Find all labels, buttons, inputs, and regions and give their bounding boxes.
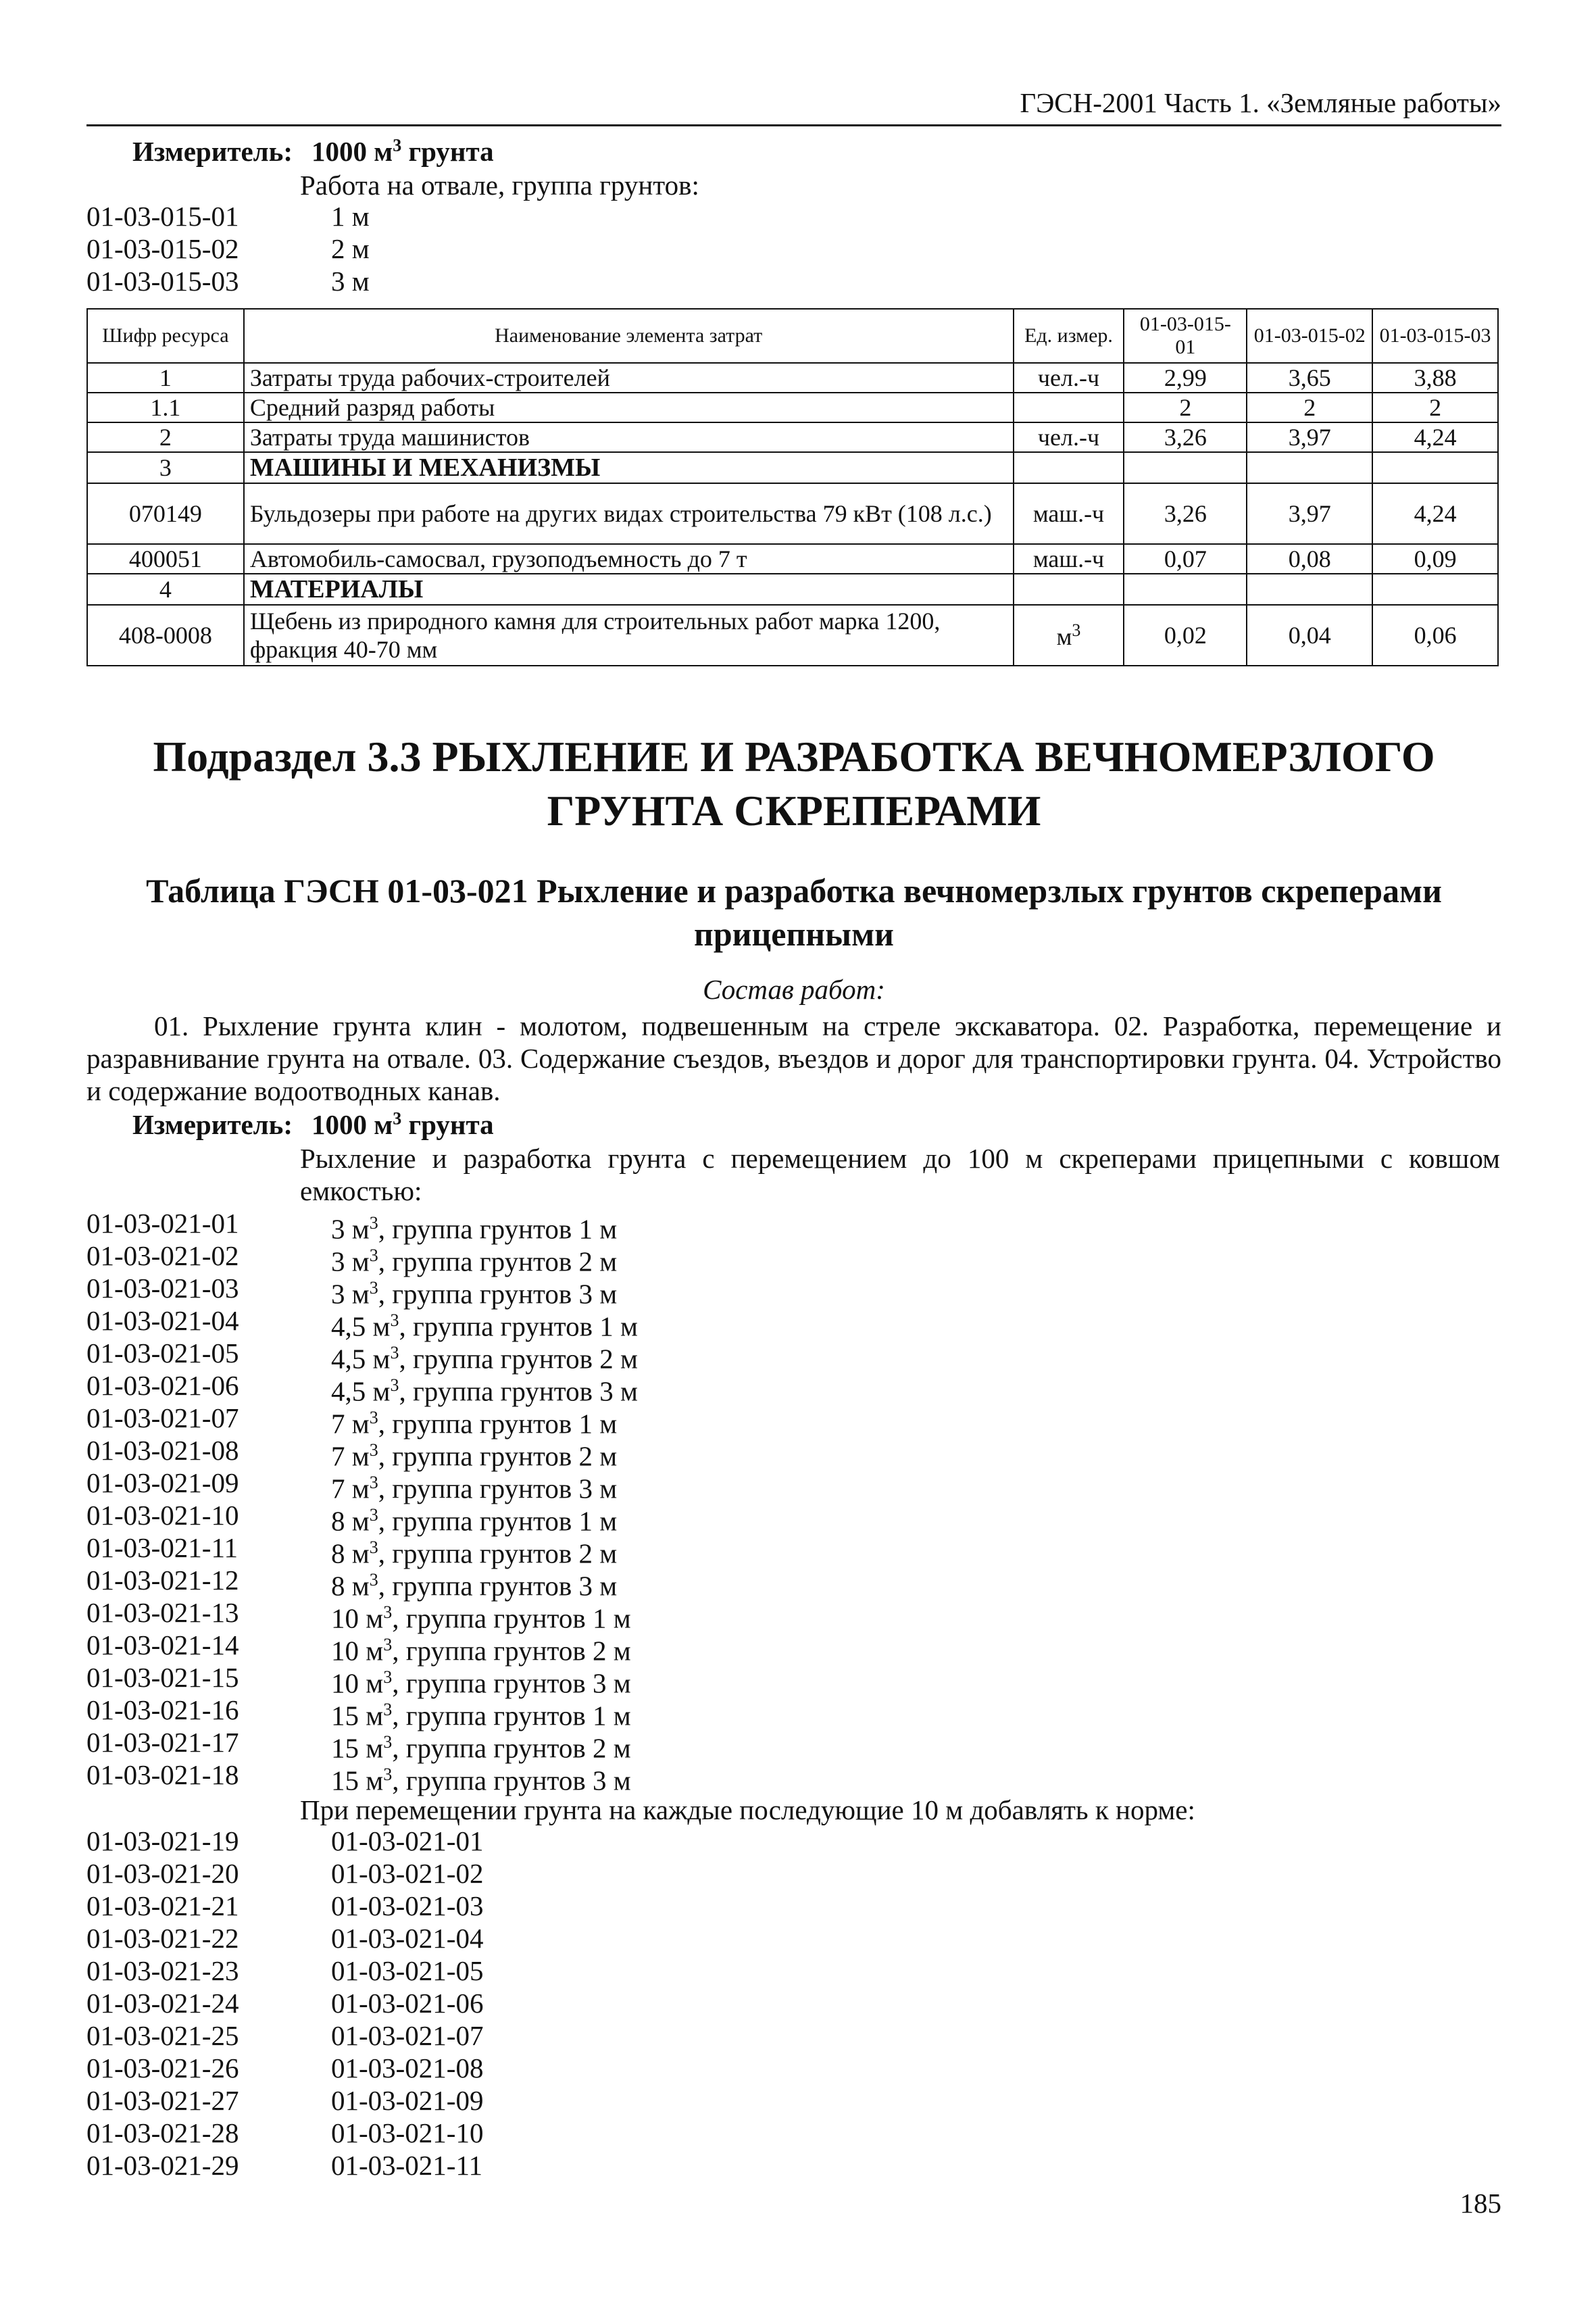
- cell-v2: 3,65: [1247, 363, 1372, 393]
- cell-v3: 4,24: [1372, 422, 1498, 452]
- item-code: 01-03-021-09: [86, 1467, 239, 1498]
- running-header: ГЭСН-2001 Часть 1. «Земляные работы»: [1020, 87, 1501, 118]
- item-code: 01-03-021-15: [86, 1662, 239, 1693]
- item-ref: 01-03-021-03: [331, 1890, 484, 1921]
- table-row: [87, 363, 1498, 393]
- capacity: 15 м: [331, 1700, 384, 1731]
- item-ref: 01-03-021-04: [331, 1923, 484, 1954]
- soil-group: , группа грунтов 2 м: [378, 1537, 618, 1569]
- meter-value: 1000 м: [311, 1109, 393, 1140]
- work-description: Рыхление и разработка грунта с перемещением до 100 м скреперами прицепными с ковшом емкостью:: [300, 1143, 1500, 1206]
- soil-group: , группа грунтов 1 м: [378, 1213, 618, 1245]
- item-ref: 01-03-021-07: [331, 2020, 484, 2051]
- item-ref: 01-03-021-05: [331, 1955, 484, 1986]
- capacity: 15 м: [331, 1732, 384, 1764]
- item-code: 01-03-021-20: [86, 1858, 239, 1889]
- cell-v1: 0,02: [1124, 605, 1247, 666]
- item-code: 01-03-021-18: [86, 1759, 239, 1790]
- item-code: 01-03-021-27: [86, 2085, 239, 2116]
- cell-v2: 3,97: [1247, 422, 1372, 452]
- capacity: 3 м: [331, 1246, 370, 1277]
- capacity-sup: 3: [369, 1473, 378, 1492]
- capacity-sup: 3: [369, 1408, 378, 1427]
- table-row: [87, 605, 1498, 666]
- soil-group: , группа грунтов 1 м: [378, 1408, 618, 1439]
- resource-table: [86, 308, 1499, 666]
- capacity: 4,5 м: [331, 1343, 391, 1375]
- cell-code: 408-0008: [87, 605, 244, 666]
- capacity: 7 м: [331, 1473, 370, 1504]
- cell-name: Бульдозеры при работе на других видах строительства 79 кВт (108 л.с.): [244, 483, 1014, 544]
- soil-group: , группа грунтов 3 м: [378, 1473, 618, 1504]
- cell-unit: [1014, 393, 1124, 422]
- table-section-row: [87, 574, 1498, 605]
- header-code: Шифр ресурса: [87, 309, 244, 363]
- capacity-sup: 3: [383, 1732, 393, 1752]
- soil-group: , группа грунтов 2 м: [378, 1246, 618, 1277]
- cell-v1: 3,26: [1124, 483, 1247, 544]
- cell-v1: 3,26: [1124, 422, 1247, 452]
- meter-label: Измеритель:: [132, 1109, 293, 1140]
- capacity-sup: 3: [390, 1343, 399, 1362]
- meter-sup: 3: [393, 135, 402, 155]
- table-row: [87, 483, 1498, 544]
- cell-v2: 0,04: [1247, 605, 1372, 666]
- table-section-row: [87, 452, 1498, 483]
- soil-group: , группа грунтов 3 м: [378, 1570, 618, 1602]
- soil-group: , группа грунтов 2 м: [392, 1732, 631, 1764]
- item-code: 01-03-021-19: [86, 1825, 239, 1856]
- cell-v3: 3,88: [1372, 363, 1498, 393]
- capacity: 3 м: [331, 1278, 370, 1310]
- item-code: 01-03-021-29: [86, 2150, 239, 2181]
- composition-text: 01. Рыхление грунта клин - молотом, подвешенным на стреле экскаватора. 02. Разработка, перемещение и разравнивание грунта на отвале. 03. Содержание съездов, въездов и дорог для транспортировки грунта. 04. Устройство и содержание водоотводных канав.: [86, 1010, 1501, 1106]
- item-code: 01-03-021-26: [86, 2052, 239, 2084]
- soil-group: , группа грунтов 2 м: [399, 1343, 638, 1375]
- capacity: 8 м: [331, 1570, 370, 1602]
- cell-code: 400051: [87, 544, 244, 574]
- cell-code: 2: [87, 422, 244, 452]
- capacity-sup: 3: [369, 1440, 378, 1460]
- cell-name: Затраты труда машинистов: [244, 422, 1014, 452]
- unit-text: м: [1056, 622, 1072, 650]
- capacity-sup: 3: [369, 1505, 378, 1525]
- cell-empty: [1014, 452, 1124, 483]
- item-code: 01-03-015-02: [86, 233, 239, 264]
- table-title: Таблица ГЭСН 01-03-021 Рыхление и разработка вечномерзлых грунтов скреперами прицепными: [146, 872, 1442, 953]
- meter-label: Измеритель:: [132, 136, 293, 167]
- item-code: 01-03-021-07: [86, 1402, 239, 1433]
- soil-group: , группа грунтов 3 м: [378, 1278, 618, 1310]
- soil-group: , группа грунтов 1 м: [399, 1310, 638, 1342]
- addition-title: При перемещении грунта на каждые последующие 10 м добавлять к норме:: [300, 1794, 1195, 1825]
- cell-v3: 0,06: [1372, 605, 1498, 666]
- item-code: 01-03-021-22: [86, 1923, 239, 1954]
- cell-v3: 0,09: [1372, 544, 1498, 574]
- capacity: 8 м: [331, 1537, 370, 1569]
- capacity-sup: 3: [383, 1602, 393, 1622]
- capacity: 10 м: [331, 1635, 384, 1667]
- cell-v2: 0,08: [1247, 544, 1372, 574]
- item-value: [331, 1758, 631, 1797]
- item-ref: 01-03-021-02: [331, 1858, 484, 1889]
- cell-v2: 2: [1247, 393, 1372, 422]
- capacity-sup: 3: [390, 1310, 399, 1330]
- item-ref: 01-03-021-06: [331, 1988, 484, 2019]
- item-value: 1 м: [331, 201, 370, 232]
- cell-name: Средний разряд работы: [244, 393, 1014, 422]
- item-code: 01-03-021-25: [86, 2020, 239, 2051]
- meter-unit: грунта: [401, 136, 494, 167]
- cell-empty: [1124, 574, 1247, 605]
- item-code: 01-03-021-03: [86, 1273, 239, 1304]
- cell-unit: маш.-ч: [1014, 544, 1124, 574]
- cell-v2: 3,97: [1247, 483, 1372, 544]
- cell-v1: 0,07: [1124, 544, 1247, 574]
- cell-code: 3: [87, 452, 244, 483]
- cell-unit: чел.-ч: [1014, 422, 1124, 452]
- meter-unit: грунта: [401, 1109, 494, 1140]
- section-title: МАШИНЫ И МЕХАНИЗМЫ: [244, 452, 1014, 483]
- item-code: 01-03-021-13: [86, 1597, 239, 1628]
- item-code: 01-03-021-14: [86, 1629, 239, 1660]
- cell-code: 070149: [87, 483, 244, 544]
- item-value: 2 м: [331, 233, 370, 264]
- meter-line-2: [132, 1108, 494, 1141]
- cell-unit: [1014, 605, 1124, 666]
- capacity-sup: 3: [390, 1375, 399, 1395]
- soil-group: , группа грунтов 1 м: [392, 1700, 631, 1731]
- item-code: 01-03-021-24: [86, 1988, 239, 2019]
- item-ref: 01-03-021-10: [331, 2117, 484, 2148]
- capacity: 7 м: [331, 1440, 370, 1472]
- item-code: 01-03-021-06: [86, 1370, 239, 1401]
- meter-value: 1000 м: [311, 136, 393, 167]
- soil-group: , группа грунтов 1 м: [378, 1505, 618, 1537]
- capacity-sup: 3: [383, 1700, 393, 1719]
- item-ref: 01-03-021-11: [331, 2150, 482, 2181]
- header-unit: Ед. измер.: [1014, 309, 1124, 363]
- capacity-sup: 3: [369, 1570, 378, 1590]
- capacity: 8 м: [331, 1505, 370, 1537]
- cell-v1: 2,99: [1124, 363, 1247, 393]
- item-code: 01-03-015-03: [86, 266, 239, 297]
- capacity-sup: 3: [383, 1667, 393, 1687]
- item-value: 3 м: [331, 266, 370, 297]
- capacity: 10 м: [331, 1602, 384, 1634]
- item-code: 01-03-021-04: [86, 1305, 239, 1336]
- capacity: 15 м: [331, 1765, 384, 1796]
- item-ref: 01-03-021-08: [331, 2052, 484, 2084]
- capacity-sup: 3: [383, 1635, 393, 1654]
- soil-group: , группа грунтов 3 м: [392, 1667, 631, 1699]
- soil-group: , группа грунтов 2 м: [378, 1440, 618, 1472]
- cell-v3: 2: [1372, 393, 1498, 422]
- header-col3: 01-03-015-03: [1372, 309, 1498, 363]
- capacity: 4,5 м: [331, 1310, 391, 1342]
- capacity-sup: 3: [369, 1537, 378, 1557]
- subsection-title: Подраздел 3.3 РЫХЛЕНИЕ И РАЗРАБОТКА ВЕЧНОМЕРЗЛОГО ГРУНТА СКРЕПЕРАМИ: [153, 733, 1435, 835]
- table-header-row: [87, 309, 1498, 363]
- cell-empty: [1247, 574, 1372, 605]
- section-title: МАТЕРИАЛЫ: [244, 574, 1014, 605]
- item-code: 01-03-021-11: [86, 1532, 238, 1563]
- soil-group: , группа грунтов 2 м: [392, 1635, 631, 1667]
- page-number: 185: [1460, 2188, 1501, 2219]
- composition-label: Состав работ:: [703, 974, 885, 1005]
- capacity: 10 м: [331, 1667, 384, 1699]
- table-row: [87, 422, 1498, 452]
- cell-v1: 2: [1124, 393, 1247, 422]
- item-code: 01-03-021-17: [86, 1727, 239, 1758]
- meter-line-1: [132, 135, 494, 168]
- item-ref: 01-03-021-01: [331, 1825, 484, 1856]
- item-code: 01-03-021-08: [86, 1435, 239, 1466]
- cell-empty: [1247, 452, 1372, 483]
- capacity-sup: 3: [383, 1765, 393, 1784]
- capacity: 3 м: [331, 1213, 370, 1245]
- table-row: [87, 544, 1498, 574]
- item-code: 01-03-021-10: [86, 1500, 239, 1531]
- capacity-sup: 3: [369, 1213, 378, 1233]
- cell-code: 1: [87, 363, 244, 393]
- unit-sup: 3: [1072, 620, 1081, 640]
- item-code: 01-03-021-02: [86, 1240, 239, 1271]
- work-title: Работа на отвале, группа грунтов:: [300, 170, 699, 201]
- header-col1: 01-03-015-01: [1124, 309, 1247, 363]
- cell-empty: [1124, 452, 1247, 483]
- cell-unit: чел.-ч: [1014, 363, 1124, 393]
- item-code: 01-03-021-12: [86, 1565, 239, 1596]
- cell-code: 1.1: [87, 393, 244, 422]
- item-code: 01-03-021-16: [86, 1694, 239, 1725]
- cell-name: Щебень из природного камня для строительных работ марка 1200, фракция 40-70 мм: [244, 605, 1014, 666]
- soil-group: , группа грунтов 3 м: [392, 1765, 631, 1796]
- cell-empty: [1372, 452, 1498, 483]
- cell-code: 4: [87, 574, 244, 605]
- table-row: [87, 393, 1498, 422]
- soil-group: , группа грунтов 3 м: [399, 1375, 638, 1407]
- soil-group: , группа грунтов 1 м: [392, 1602, 631, 1634]
- capacity: 7 м: [331, 1408, 370, 1439]
- cell-empty: [1372, 574, 1498, 605]
- cell-v3: 4,24: [1372, 483, 1498, 544]
- item-code: 01-03-021-01: [86, 1208, 239, 1239]
- header-name: Наименование элемента затрат: [244, 309, 1014, 363]
- item-code: 01-03-021-21: [86, 1890, 239, 1921]
- item-code: 01-03-015-01: [86, 201, 239, 232]
- cell-unit: маш.-ч: [1014, 483, 1124, 544]
- item-code: 01-03-021-05: [86, 1337, 239, 1369]
- capacity-sup: 3: [369, 1278, 378, 1298]
- item-ref: 01-03-021-09: [331, 2085, 484, 2116]
- cell-empty: [1014, 574, 1124, 605]
- cell-name: Автомобиль-самосвал, грузоподъемность до 7 т: [244, 544, 1014, 574]
- cell-name: Затраты труда рабочих-строителей: [244, 363, 1014, 393]
- meter-sup: 3: [393, 1108, 402, 1129]
- capacity-sup: 3: [369, 1246, 378, 1265]
- header-col2: 01-03-015-02: [1247, 309, 1372, 363]
- item-code: 01-03-021-28: [86, 2117, 239, 2148]
- header-rule: [86, 124, 1501, 126]
- item-code: 01-03-021-23: [86, 1955, 239, 1986]
- capacity: 4,5 м: [331, 1375, 391, 1407]
